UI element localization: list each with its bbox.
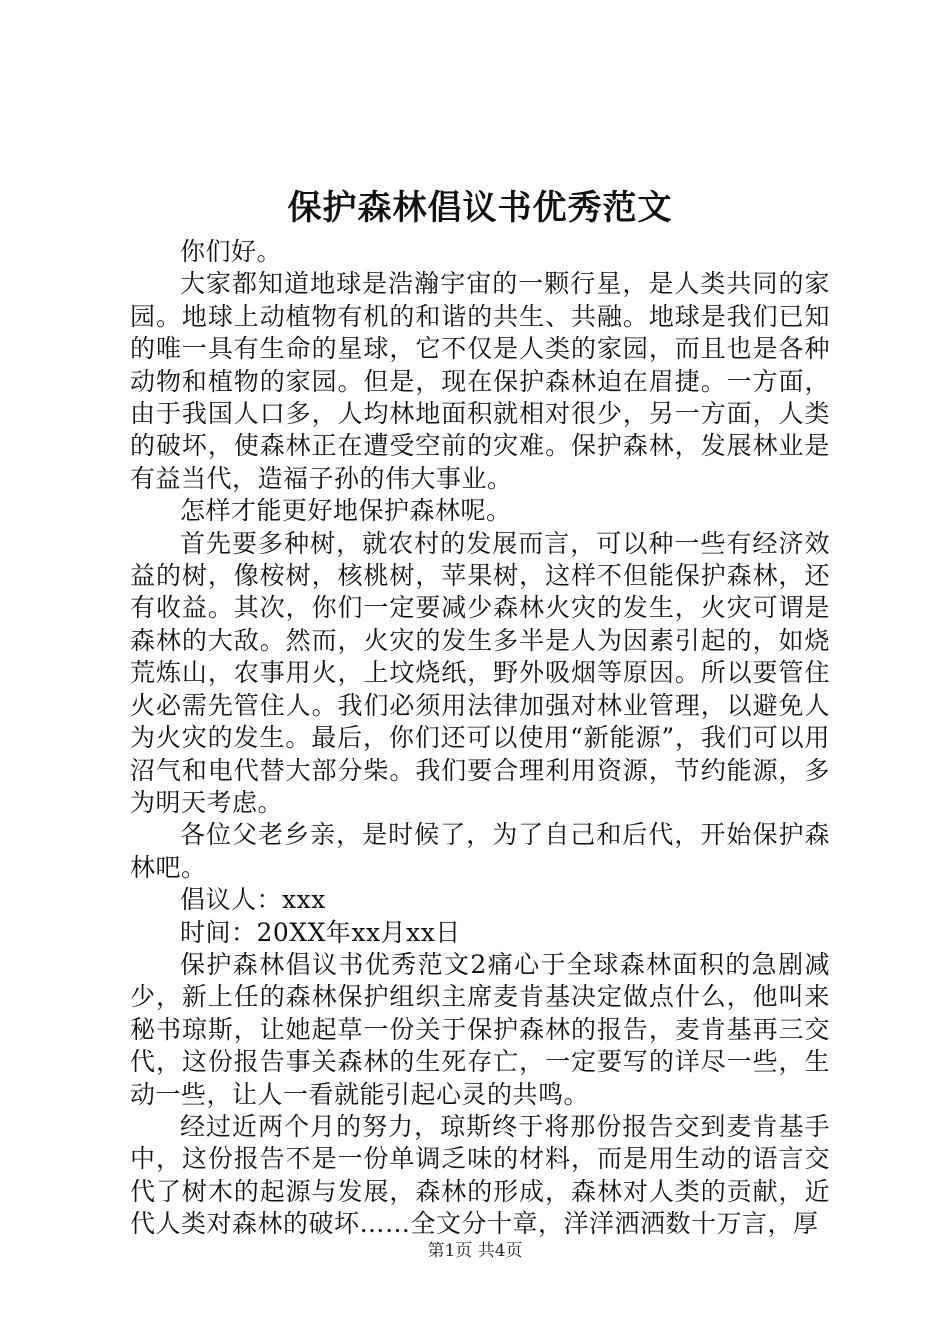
body-paragraph: 首先要多种树，就农村的发展而言，可以种一些有经济效益的树，像桉树，核桃树，苹果树，这样不但能保护森林，还有收益。其次，你们一定要减少森林火灾的发生，火灾可谓是森林的大敌。然而，火灾的发生多半是人为因素引起的，如烧荒炼山，农事用火，上坟烧纸，野外吸烟等原因。所以要管住火必需先管住人。我们必须用法律加强对林业管理，以避免人为火灾的发生。最后，你们还可以使用“新能源”，我们可以用沼气和电代替大部分柴。我们要合理利用资源，节约能源，多为明天考虑。 [130, 528, 830, 817]
document-body [130, 236, 830, 1241]
page-footer [0, 1240, 950, 1262]
body-paragraph: 经过近两个月的努力，琼斯终于将那份报告交到麦肯基手中，这份报告不是一份单调乏味的材料，而是用生动的语言交代了树木的起源与发展，森林的形成，森林对人类的贡献，近代人类对森林的破坏……全文分十章，洋洋洒洒数十万言，厚 [130, 1111, 830, 1239]
body-paragraph: 各位父老乡亲，是时候了，为了自己和后代，开始保护森林吧。 [130, 820, 830, 882]
body-paragraph: 大家都知道地球是浩瀚宇宙的一颗行星，是人类共同的家园。地球上动植物有机的和谐的共生、共融。地球是我们已知的唯一具有生命的星球，它不仅是人类的家园，而且也是各种动物和植物的家园。但是，现在保护森林迫在眉捷。一方面，由于我国人口多，人均林地面积就相对很少，另一方面，人类的破坏，使森林正在遭受空前的灾难。保护森林，发展林业是有益当代，造福子孙的伟大事业。 [130, 269, 830, 493]
date-line: 时间：20XX年xx月xx日 [180, 917, 461, 947]
greeting-paragraph: 你们好。 [180, 237, 283, 266]
body-paragraph: 保护森林倡议书优秀范文2痛心于全球森林面积的急剧减少，新上任的森林保护组织主席麦肯基决定做点什么，他叫来秘书琼斯，让她起草一份关于保护森林的报告，麦肯基再三交代，这份报告事关森林的生死存亡，一定要写的详尽一些，生动一些，让人一看就能引起心灵的共鸣。 [130, 949, 830, 1109]
document-title: 保护森林倡议书优秀范文 [287, 188, 673, 228]
signature-line: 倡议人：xxx [180, 885, 326, 915]
page-indicator: 第1页 共4页 [427, 1241, 523, 1261]
body-paragraph: 怎样才能更好地保护森林呢。 [180, 496, 512, 526]
